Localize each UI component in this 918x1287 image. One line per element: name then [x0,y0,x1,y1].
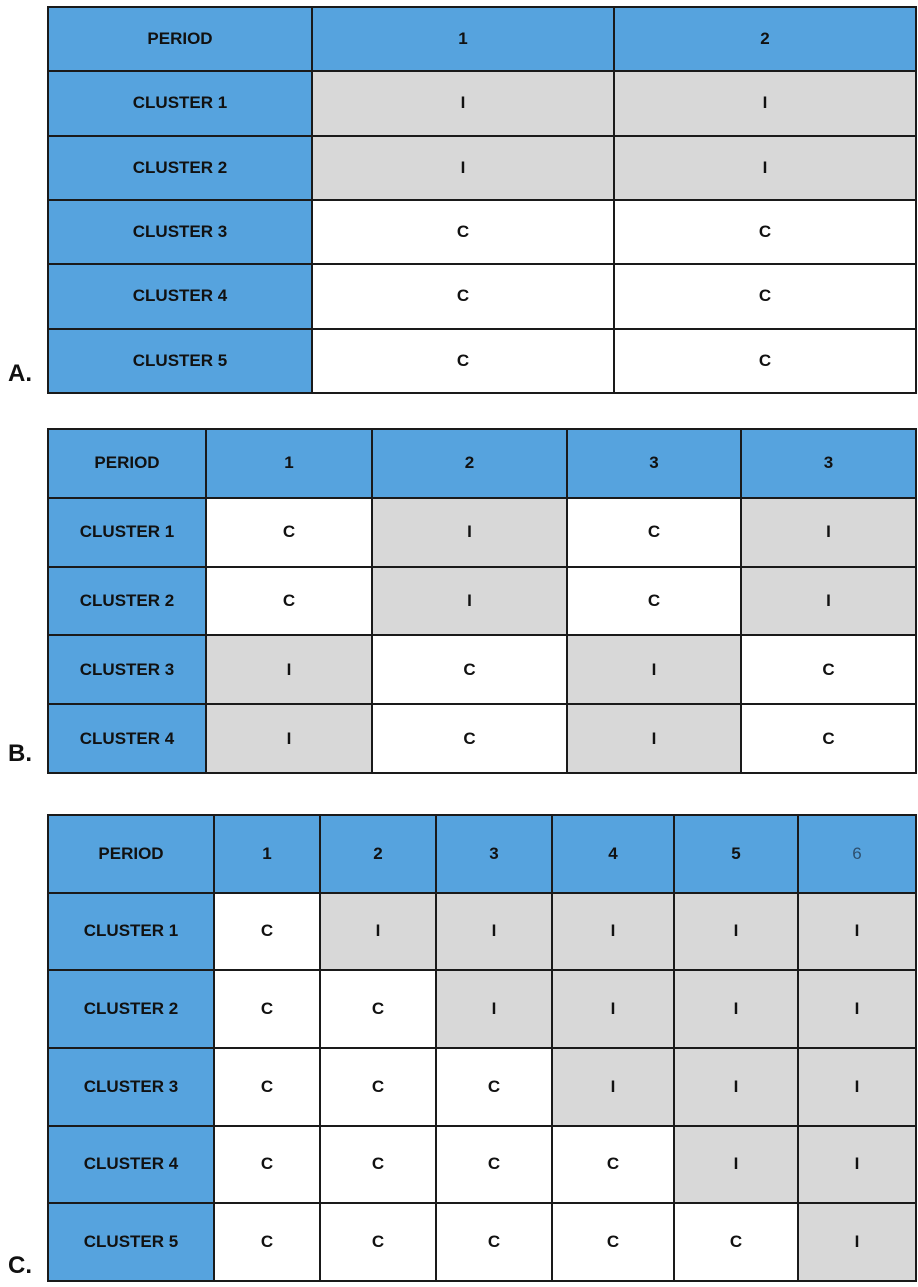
period-2-header: 2 [321,816,435,892]
cluster-2-label: CLUSTER 2 [49,971,213,1047]
table-cell: I [568,636,740,703]
table-cell: C [207,499,371,566]
table-cell: C [437,1127,551,1203]
period-1-header: 1 [207,430,371,497]
period-4-header: 3 [742,430,915,497]
panel-c-label: C. [8,1252,32,1279]
cluster-3-label: CLUSTER 3 [49,636,205,703]
cluster-2-label: CLUSTER 2 [49,568,205,635]
table-cell: C [615,265,915,327]
table-cell: I [553,1049,673,1125]
table-cell: I [553,894,673,970]
cluster-1-label: CLUSTER 1 [49,72,311,134]
table-cell: C [215,1127,319,1203]
table-cell: C [321,971,435,1047]
period-header: PERIOD [49,8,311,70]
table-cell: I [799,1049,915,1125]
period-6-header: 6 [799,816,915,892]
table-cell: I [373,499,566,566]
table-cell: C [553,1204,673,1280]
cluster-1-label: CLUSTER 1 [49,894,213,970]
table-cell: C [313,265,613,327]
cluster-4-label: CLUSTER 4 [49,1127,213,1203]
table-cell: I [799,1204,915,1280]
table-cell: I [568,705,740,772]
table-cell: C [675,1204,797,1280]
table-cell: C [615,201,915,263]
period-1-header: 1 [215,816,319,892]
panel-c-table [47,814,917,1282]
table-cell: C [615,330,915,392]
period-3-header: 3 [568,430,740,497]
table-cell: C [568,499,740,566]
table-cell: I [207,705,371,772]
panel-b-label: B. [8,740,32,767]
table-cell: C [437,1204,551,1280]
table-cell: I [675,971,797,1047]
cluster-4-label: CLUSTER 4 [49,705,205,772]
panel-a-label: A. [8,360,32,387]
table-cell: C [215,894,319,970]
table-cell: I [207,636,371,703]
table-cell: I [675,1049,797,1125]
period-5-header: 5 [675,816,797,892]
period-2-header: 2 [373,430,566,497]
table-cell: C [373,705,566,772]
panel-b [0,420,918,780]
table-cell: I [675,894,797,970]
panel-c [0,806,918,1287]
table-cell: I [313,72,613,134]
table-cell: I [373,568,566,635]
period-2-header: 2 [615,8,915,70]
cluster-4-label: CLUSTER 4 [49,265,311,327]
period-1-header: 1 [313,8,613,70]
cluster-1-label: CLUSTER 1 [49,499,205,566]
table-cell: C [568,568,740,635]
table-cell: I [799,1127,915,1203]
cluster-5-label: CLUSTER 5 [49,1204,213,1280]
table-cell: C [313,330,613,392]
panel-a [0,0,918,400]
table-cell: C [207,568,371,635]
table-cell: C [215,1204,319,1280]
table-cell: C [373,636,566,703]
table-cell: I [799,894,915,970]
cluster-2-label: CLUSTER 2 [49,137,311,199]
table-cell: I [437,971,551,1047]
table-cell: C [321,1049,435,1125]
panel-b-table [47,428,917,774]
table-cell: I [675,1127,797,1203]
table-cell: C [321,1127,435,1203]
period-header: PERIOD [49,816,213,892]
cluster-5-label: CLUSTER 5 [49,330,311,392]
table-cell: I [615,137,915,199]
table-cell: C [215,971,319,1047]
table-cell: I [799,971,915,1047]
table-cell: C [215,1049,319,1125]
cluster-3-label: CLUSTER 3 [49,1049,213,1125]
table-cell: I [553,971,673,1047]
table-cell: I [313,137,613,199]
period-header: PERIOD [49,430,205,497]
cluster-3-label: CLUSTER 3 [49,201,311,263]
panel-a-table [47,6,917,394]
table-cell: C [313,201,613,263]
table-cell: I [437,894,551,970]
table-cell: C [742,705,915,772]
period-3-header: 3 [437,816,551,892]
table-cell: C [742,636,915,703]
table-cell: C [437,1049,551,1125]
table-cell: C [321,1204,435,1280]
table-cell: I [615,72,915,134]
table-cell: I [742,499,915,566]
table-cell: C [553,1127,673,1203]
table-cell: I [742,568,915,635]
table-cell: I [321,894,435,970]
period-4-header: 4 [553,816,673,892]
